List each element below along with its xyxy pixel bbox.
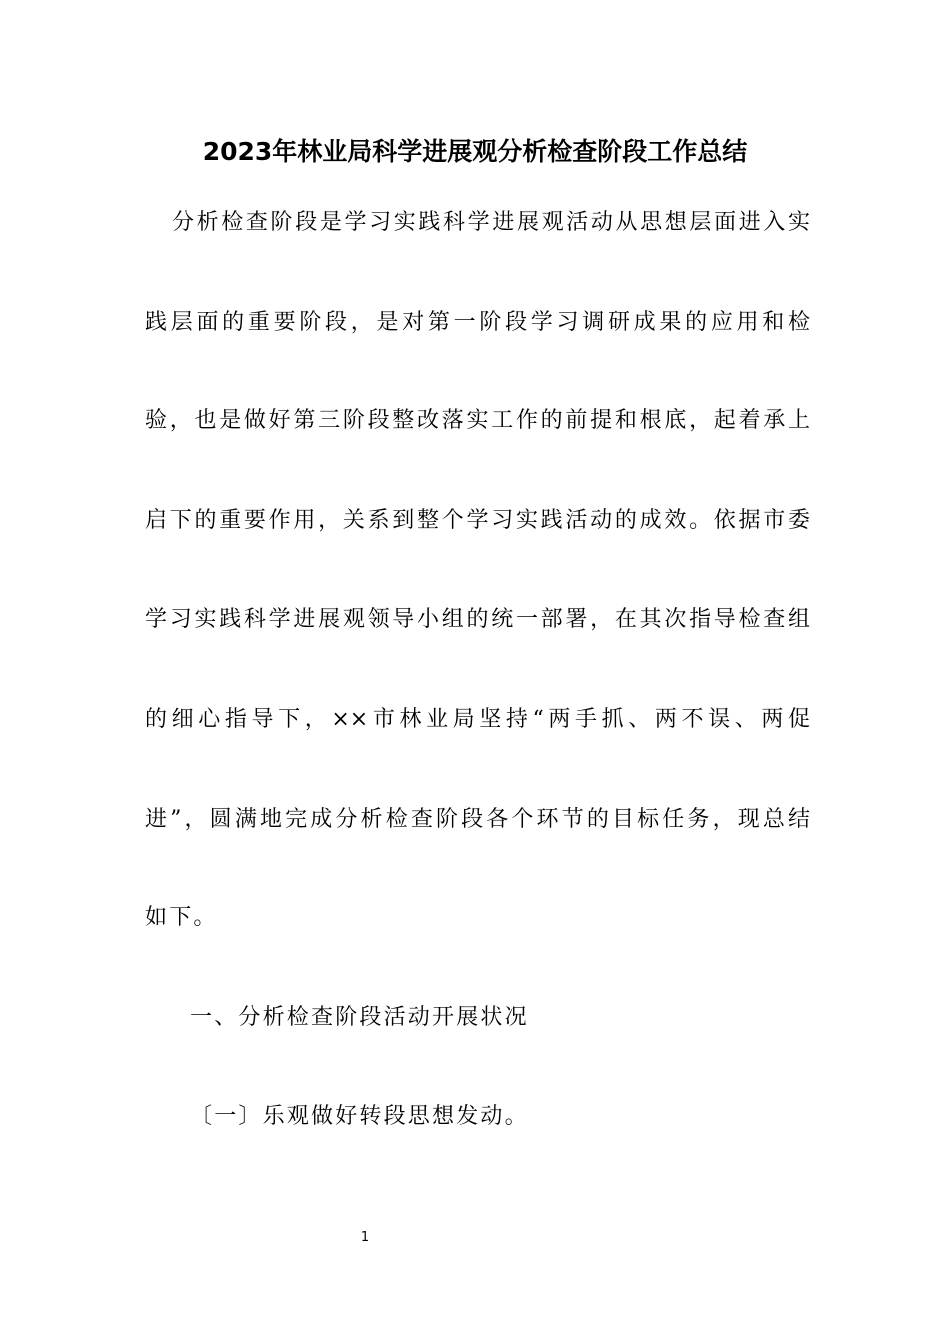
- paragraph-line: 分析检查阶段是学习实践科学进展观活动从思想层面进入实: [172, 210, 810, 235]
- paragraph-line: 践层面的重要阶段，是对第一阶段学习调研成果的应用和检: [145, 310, 810, 335]
- paragraph-line: 启下的重要作用，关系到整个学习实践活动的成效。依据市委: [145, 508, 810, 533]
- document-title: 2023年林业局科学进展观分析检查阶段工作总结: [202, 137, 748, 166]
- paragraph-line: 学习实践科学进展观领导小组的统一部署，在其次指导检查组: [145, 607, 810, 632]
- section-heading: 一、分析检查阶段活动开展状况: [190, 1005, 529, 1030]
- paragraph-line: 进”，圆满地完成分析检查阶段各个环节的目标任务，现总结: [145, 807, 810, 832]
- paragraph-line: 验，也是做好第三阶段整改落实工作的前提和根底，起着承上: [145, 408, 810, 433]
- subsection-heading: 〔一〕乐观做好转段思想发动。: [190, 1104, 529, 1129]
- paragraph-line: 的细心指导下，××市林业局坚持“两手抓、两不误、两促: [145, 707, 810, 732]
- paragraph-line: 如下。: [145, 905, 218, 930]
- page-number: 1: [360, 1230, 370, 1245]
